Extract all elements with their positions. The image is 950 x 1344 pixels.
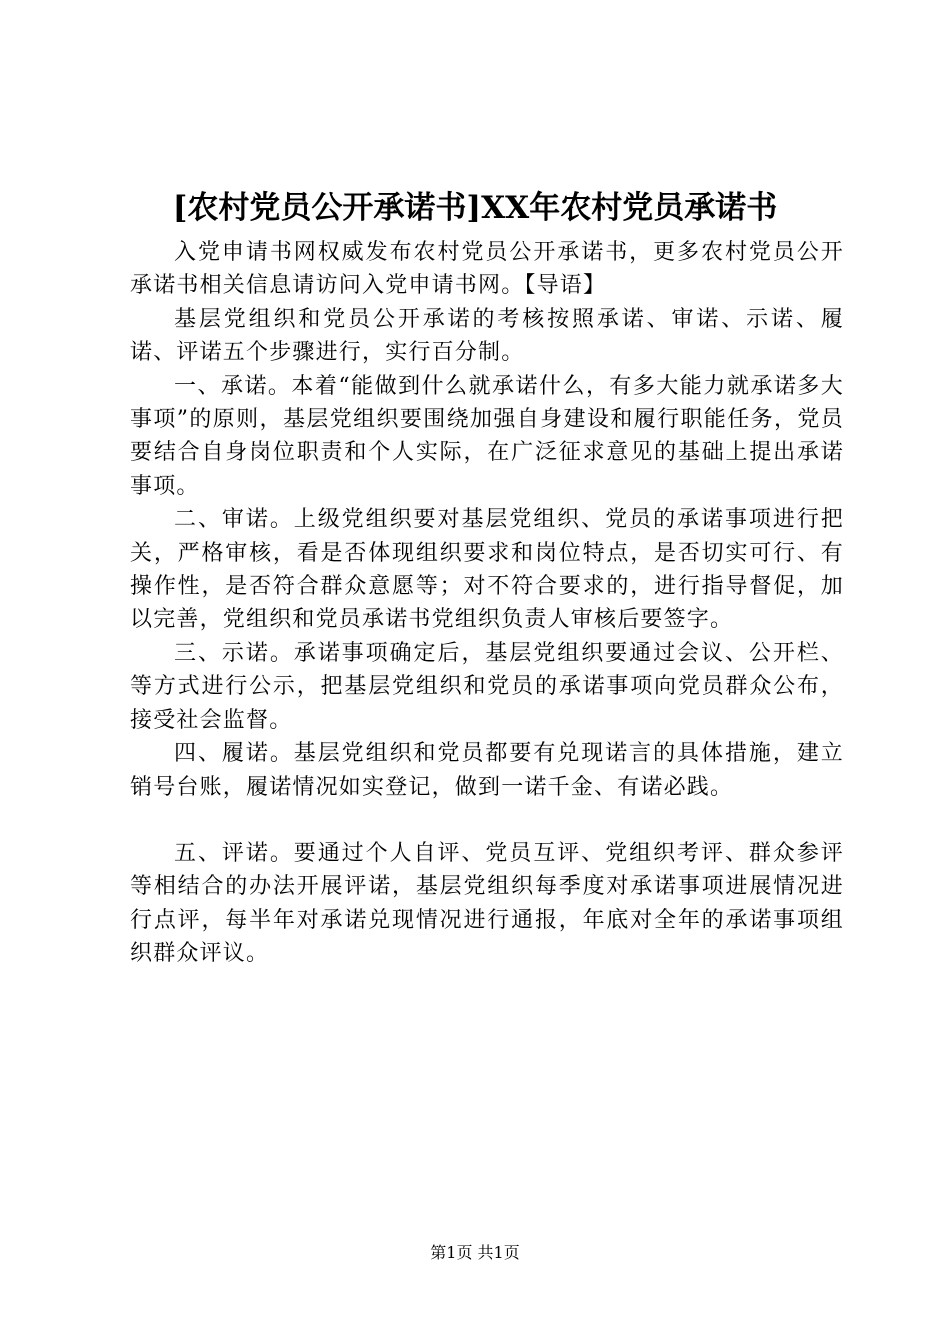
document-title: [农村党员公开承诺书]XX年农村党员承诺书 [172, 190, 778, 226]
paragraph-step-3: 三、示诺。承诺事项确定后，基层党组织要通过会议、公开栏、等方式进行公示，把基层党组织和党员的承诺事项向党员群众公布，接受社会监督。 [130, 640, 844, 733]
page-footer: 第1页 共1页 [430, 1243, 520, 1262]
paragraph-step-2: 二、审诺。上级党组织要对基层党组织、党员的承诺事项进行把关，严格审核，看是否体现组织要求和岗位特点，是否切实可行、有操作性，是否符合群众意愿等；对不符合要求的，进行指导督促，加以完善，党组织和党员承诺书党组织负责人审核后要签字。 [130, 507, 844, 633]
paragraph-step-5: 五、评诺。要通过个人自评、党员互评、党组织考评、群众参评等相结合的办法开展评诺，基层党组织每季度对承诺事项进展情况进行点评，每半年对承诺兑现情况进行通报，年底对全年的承诺事项组织群众评议。 [130, 840, 844, 967]
paragraph-step-4: 四、履诺。基层党组织和党员都要有兑现诺言的具体措施，建立销号台账，履诺情况如实登记，做到一诺千金、有诺必践。 [130, 741, 844, 800]
document-body [130, 236, 844, 971]
paragraph-step-1: 一、承诺。本着“能做到什么就承诺什么，有多大能力就承诺多大事项”的原则，基层党组织要围绕加强自身建设和履行职能任务，党员要结合自身岗位职责和个人实际，在广泛征求意见的基础上提出承诺事项。 [130, 373, 844, 499]
paragraph-intro: 入党申请书网权威发布农村党员公开承诺书，更多农村党员公开承诺书相关信息请访问入党申请书网。【导语】 [130, 240, 844, 299]
paragraph-overview: 基层党组织和党员公开承诺的考核按照承诺、审诺、示诺、履诺、评诺五个步骤进行，实行百分制。 [130, 306, 844, 366]
